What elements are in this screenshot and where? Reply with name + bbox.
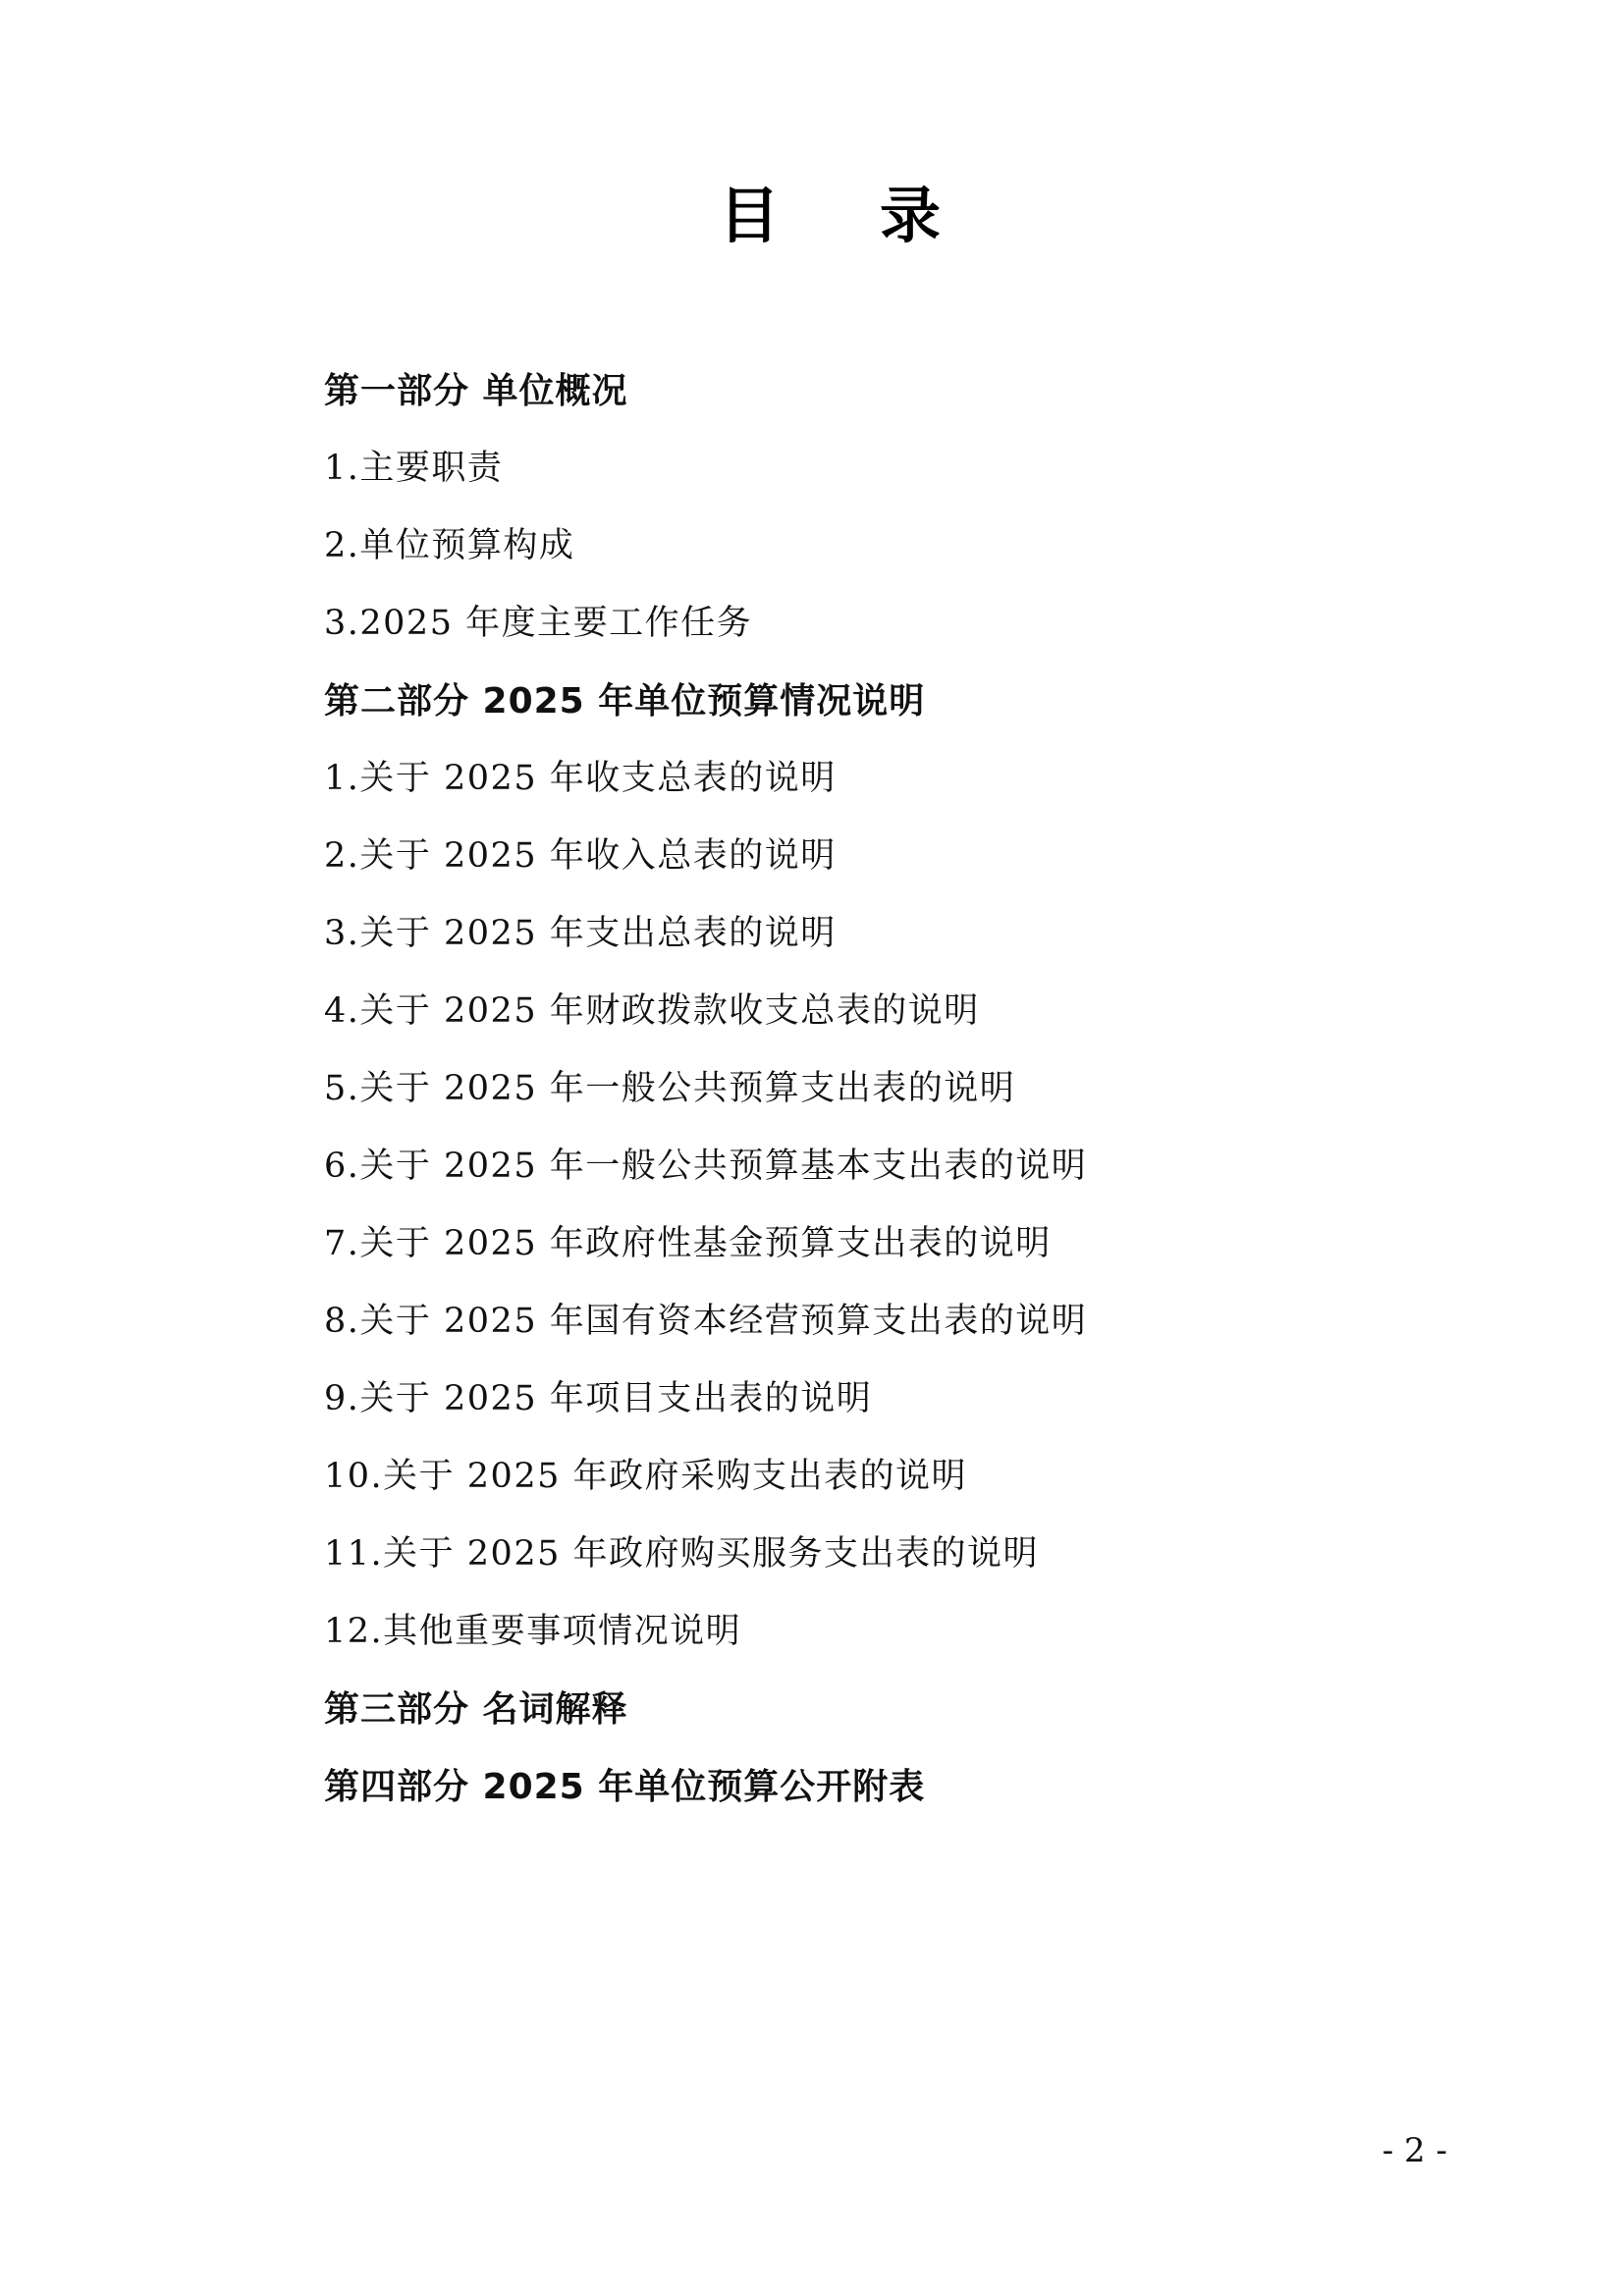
toc-entry[interactable]: 5.关于 2025 年一般公共预算支出表的说明 [324,1069,1016,1108]
toc-entry[interactable]: 3.2025 年度主要工作任务 [324,604,753,643]
toc-entry[interactable]: 1.主要职责 [324,449,504,488]
toc-entry[interactable]: 第四部分 2025 年单位预算公开附表 [324,1767,926,1807]
page-content [324,167,1355,1826]
toc-entry[interactable]: 2.单位预算构成 [324,526,575,565]
toc-entry[interactable]: 10.关于 2025 年政府采购支出表的说明 [324,1457,967,1496]
toc-entry[interactable]: 8.关于 2025 年国有资本经营预算支出表的说明 [324,1302,1088,1341]
toc-entry[interactable]: 第三部分 名词解释 [324,1689,628,1730]
toc-entry[interactable]: 12.其他重要事项情况说明 [324,1612,742,1651]
toc-entry[interactable]: 第一部分 单位概况 [324,371,628,411]
toc-entry[interactable]: 9.关于 2025 年项目支出表的说明 [324,1379,873,1418]
page-number: - 2 - [1381,2131,1447,2170]
table-of-contents [324,352,1355,1826]
toc-entry[interactable]: 7.关于 2025 年政府性基金预算支出表的说明 [324,1224,1052,1263]
toc-entry[interactable]: 1.关于 2025 年收支总表的说明 [324,759,837,798]
toc-entry[interactable]: 11.关于 2025 年政府购买服务支出表的说明 [324,1534,1039,1574]
toc-entry[interactable]: 2.关于 2025 年收入总表的说明 [324,836,837,876]
toc-entry[interactable]: 第二部分 2025 年单位预算情况说明 [324,681,926,721]
toc-entry[interactable]: 4.关于 2025 年财政拨款收支总表的说明 [324,991,980,1031]
toc-entry[interactable]: 6.关于 2025 年一般公共预算基本支出表的说明 [324,1147,1088,1186]
toc-entry[interactable]: 3.关于 2025 年支出总表的说明 [324,914,837,953]
page-title: 目 录 [718,180,960,251]
